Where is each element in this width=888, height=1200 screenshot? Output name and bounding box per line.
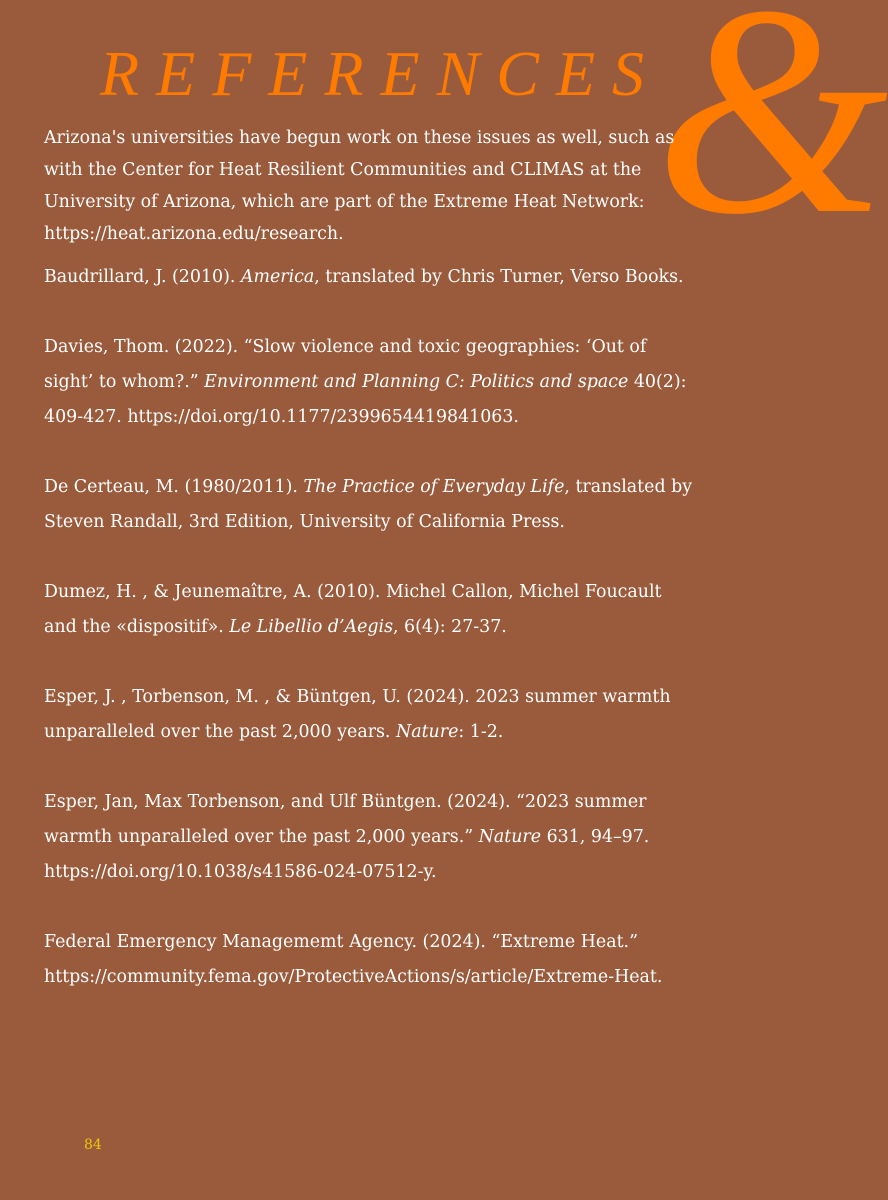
reference-italic: America bbox=[240, 267, 315, 287]
ampersand-ornament: & bbox=[655, 0, 888, 276]
reference-text: , translated by Steven Randall, 3rd Edition, University of California Press. bbox=[44, 477, 693, 532]
reference-text: 40(2): 409-427. https://doi.org/10.1177/2399654419841063. bbox=[44, 372, 687, 427]
reference-italic: The Practice of Everyday Life bbox=[303, 477, 565, 497]
reference-text: Esper, J. , Torbenson, M. , & Büntgen, U. (2024). 2023 summer warmth unparalleled over the past 2,000 years. bbox=[44, 687, 671, 742]
reference-italic: Nature bbox=[478, 827, 542, 847]
reference-italic: Environment and Planning C: Politics and space bbox=[204, 372, 629, 392]
reference-entry bbox=[44, 260, 694, 295]
reference-entry bbox=[44, 575, 694, 645]
reference-text: : 1-2. bbox=[458, 722, 504, 742]
reference-text: Esper, Jan, Max Torbenson, and Ulf Büntgen. (2024). “2023 summer warmth unparalleled over the past 2,000 years.” bbox=[44, 792, 647, 847]
intro-text: Arizona's universities have begun work on these issues as well, such as with the Center for Heat Resilient Communities and CLIMAS at the University of Arizona, which are part of the Extreme Heat Network: https://heat.arizona.edu/research. bbox=[44, 128, 675, 245]
reference-entry bbox=[44, 785, 694, 890]
reference-text: De Certeau, M. (1980/2011). bbox=[44, 477, 304, 497]
reference-entry bbox=[44, 330, 694, 435]
reference-text: Davies, Thom. (2022). “Slow violence and toxic geographies: ‘Out of sight’ to whom?.” bbox=[44, 337, 647, 392]
reference-entry bbox=[44, 470, 694, 540]
reference-entry bbox=[44, 680, 694, 750]
reference-text: Baudrillard, J. (2010). bbox=[44, 267, 241, 287]
reference-list bbox=[44, 260, 694, 1030]
intro-paragraph bbox=[44, 122, 684, 250]
reference-text: Dumez, H. , & Jeunemaître, A. (2010). Michel Callon, Michel Foucault and the «dispositif». bbox=[44, 582, 662, 637]
reference-text: , 6(4): 27-37. bbox=[393, 617, 507, 637]
reference-text: Federal Emergency Managememt Agency. (2024). “Extreme Heat.” https://community.fema.gov/ProtectiveActions/s/article/Extreme-Heat. bbox=[44, 932, 663, 987]
reference-italic: Nature bbox=[395, 722, 459, 742]
page-title: REFERENCES bbox=[100, 38, 662, 109]
reference-text: 631, 94–97. https://doi.org/10.1038/s41586-024-07512-y. bbox=[44, 827, 650, 882]
page-number: 84 bbox=[84, 1137, 102, 1153]
reference-text: , translated by Chris Turner, Verso Books. bbox=[314, 267, 684, 287]
reference-entry bbox=[44, 925, 694, 995]
reference-italic: Le Libellio d’Aegis bbox=[229, 617, 393, 637]
